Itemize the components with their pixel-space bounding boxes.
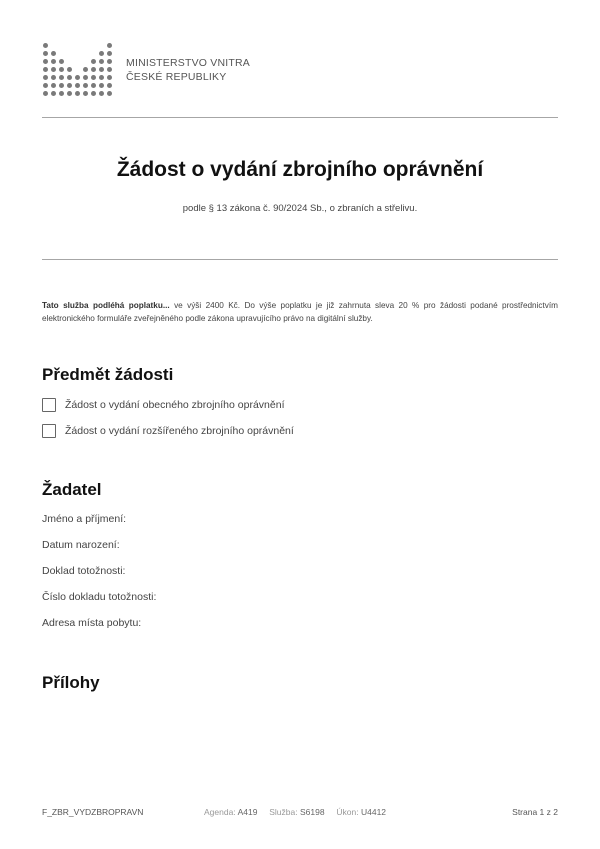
logo-dot	[91, 51, 96, 56]
footer-agenda-value: A419	[237, 807, 258, 817]
logo-dot	[75, 75, 80, 80]
logo-dot	[91, 91, 96, 96]
logo-dot	[75, 59, 80, 64]
footer-page-info: Strana 1 z 2	[512, 807, 558, 817]
logo-dot	[91, 67, 96, 72]
section-heading-applicant: Žadatel	[42, 480, 102, 499]
logo-dot	[107, 67, 112, 72]
logo-dot	[83, 43, 88, 48]
option-general-permit-label: Žádost o vydání obecného zbrojního oprávnění	[65, 399, 285, 411]
field-label-name: Jméno a příjmení:	[42, 513, 127, 525]
logo-dot	[107, 59, 112, 64]
field-label-id-number: Číslo dokladu totožnosti:	[42, 591, 157, 603]
document-title: Žádost o vydání zbrojního oprávnění	[116, 158, 484, 181]
logo-dot	[83, 51, 88, 56]
document-subtitle: podle § 13 zákona č. 90/2024 Sb., o zbraních a střelivu.	[182, 203, 418, 214]
logo-dot	[59, 91, 64, 96]
logo-dot	[67, 83, 72, 88]
logo-dot	[51, 59, 56, 64]
logo-dot	[59, 67, 64, 72]
checkbox-general-permit[interactable]	[42, 398, 56, 412]
logo-dot	[43, 91, 48, 96]
footer-service-label: Služba:	[269, 807, 298, 817]
logo-dot	[43, 59, 48, 64]
logo-dot	[43, 83, 48, 88]
ministry-name	[126, 56, 250, 84]
logo-dot	[51, 91, 56, 96]
logo-dot	[67, 75, 72, 80]
ministry-name-line1: MINISTERSTVO VNITRA	[126, 57, 250, 69]
logo-dot	[91, 83, 96, 88]
logo-dot	[75, 43, 80, 48]
logo-dot	[91, 59, 96, 64]
option-extended-permit[interactable]	[42, 424, 294, 438]
logo-dot	[59, 59, 64, 64]
logo-dot	[67, 91, 72, 96]
logo-dot	[51, 43, 56, 48]
section-heading-subject: Předmět žádosti	[42, 365, 174, 384]
ministry-name-line2: ČESKÉ REPUBLIKY	[126, 71, 227, 83]
field-label-address: Adresa místa pobytu:	[42, 617, 142, 629]
logo-dot	[67, 51, 72, 56]
fee-notice	[42, 299, 558, 325]
checkbox-extended-permit[interactable]	[42, 424, 56, 438]
logo-dot	[43, 43, 48, 48]
logo-dot	[99, 83, 104, 88]
footer-service-value: S6198	[299, 807, 325, 817]
divider-bottom	[42, 259, 558, 260]
ministry-logo	[42, 42, 114, 100]
logo-dot	[107, 83, 112, 88]
logo-dot	[67, 43, 72, 48]
logo-dot	[107, 51, 112, 56]
logo-dot	[83, 83, 88, 88]
logo-dot	[75, 83, 80, 88]
logo-dot	[43, 51, 48, 56]
logo-dot	[91, 75, 96, 80]
section-heading-attachments: Přílohy	[42, 673, 100, 692]
logo-dot	[75, 91, 80, 96]
logo-dot	[67, 59, 72, 64]
logo-dot	[67, 67, 72, 72]
logo-dot	[59, 43, 64, 48]
footer-agenda-label: Agenda:	[204, 807, 236, 817]
logo-dot	[75, 51, 80, 56]
logo-dot	[83, 67, 88, 72]
logo-dot	[107, 75, 112, 80]
logo-dot	[99, 91, 104, 96]
logo-dot	[99, 75, 104, 80]
option-extended-permit-label: Žádost o vydání rozšířeného zbrojního oprávnění	[65, 425, 294, 437]
logo-dot	[99, 51, 104, 56]
dot-grid-logo-icon	[42, 42, 114, 98]
field-label-id-document: Doklad totožnosti:	[42, 565, 126, 577]
logo-dot	[59, 75, 64, 80]
field-label-birth-date: Datum narození:	[42, 539, 120, 551]
logo-dot	[51, 51, 56, 56]
logo-dot	[83, 91, 88, 96]
logo-dot	[51, 75, 56, 80]
logo-dot	[83, 75, 88, 80]
option-general-permit[interactable]	[42, 398, 285, 412]
logo-dot	[43, 67, 48, 72]
logo-dot	[107, 91, 112, 96]
logo-dot	[83, 59, 88, 64]
logo-dot	[51, 67, 56, 72]
logo-dot	[99, 43, 104, 48]
footer-action-label: Úkon:	[336, 807, 359, 817]
divider-top	[42, 117, 558, 118]
logo-dot	[43, 75, 48, 80]
logo-dot	[107, 43, 112, 48]
footer-form-code: F_ZBR_VYDZBROPRAVN	[42, 807, 144, 817]
footer-action-value: U4412	[360, 807, 387, 817]
footer-codes	[204, 807, 386, 817]
logo-dot	[99, 67, 104, 72]
logo-dot	[91, 43, 96, 48]
fee-notice-text: ve výši 2400 Kč. Do výše poplatku je již zahrnuta sleva 20 % pro žádosti podané prostřednictvím elektronického formuláře zveřejněného podle zákona upravujícího právo na digitální služby.	[42, 301, 558, 323]
logo-dot	[75, 67, 80, 72]
logo-dot	[59, 83, 64, 88]
logo-dot	[59, 51, 64, 56]
fee-notice-lead: Tato služba podléhá poplatku...	[42, 301, 170, 310]
logo-dot	[99, 59, 104, 64]
logo-dot	[51, 83, 56, 88]
